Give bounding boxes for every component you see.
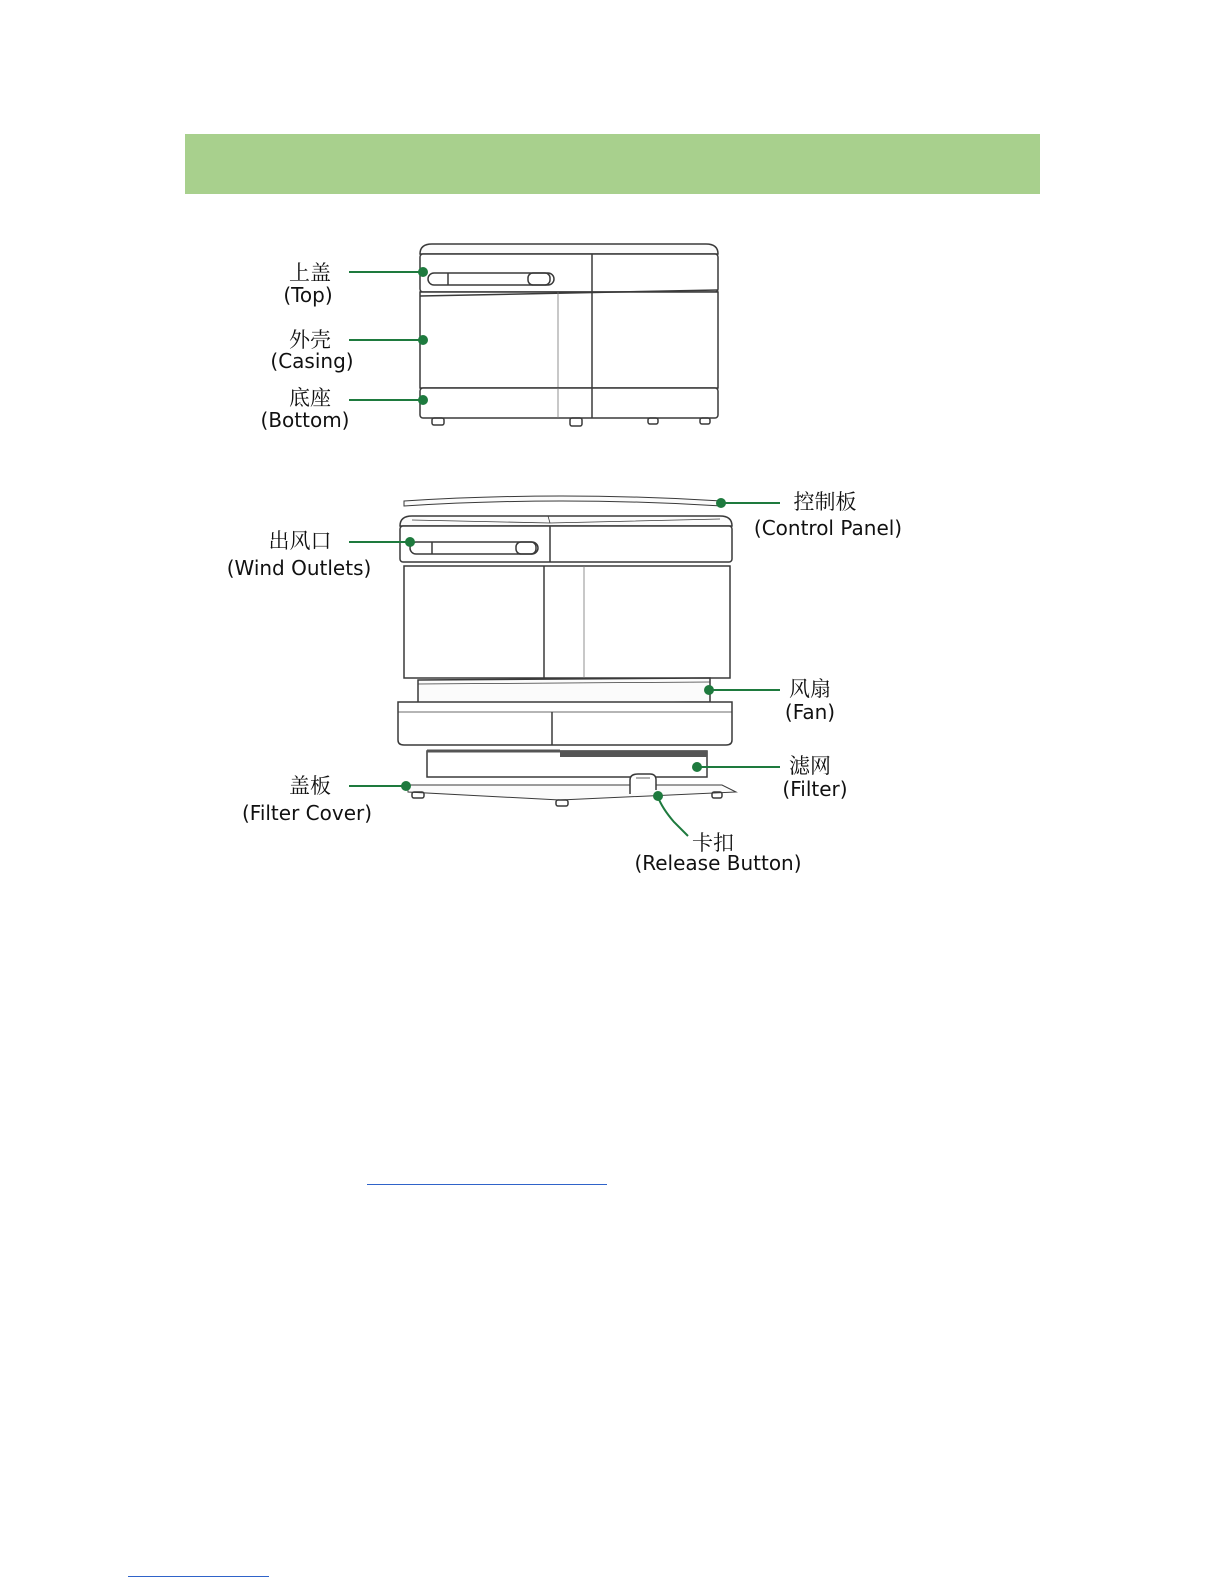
leader-release-button: [653, 791, 688, 836]
label-bottom-zh: 底座: [289, 386, 331, 410]
label-filter-cover-en: (Filter Cover): [241, 801, 373, 825]
label-top-en: (Top): [283, 283, 333, 307]
leader-casing: [349, 335, 428, 345]
footer-hyperlink-underline[interactable]: [128, 1576, 269, 1577]
leader-top: [349, 267, 428, 277]
exploded-view-illustration: [398, 496, 736, 806]
label-release-button-zh: 卡扣: [692, 831, 734, 855]
label-fan-en: (Fan): [784, 700, 836, 724]
hyperlink-underline[interactable]: [367, 1184, 607, 1185]
label-top-zh: 上盖: [289, 261, 331, 285]
leader-control-panel: [716, 498, 780, 508]
leader-bottom: [349, 395, 428, 405]
label-wind-outlets-zh: 出风口: [268, 529, 332, 553]
label-control-panel-en: (Control Panel): [753, 516, 903, 540]
label-bottom-en: (Bottom): [260, 408, 350, 432]
leader-filter-cover: [349, 781, 411, 791]
label-fan-zh: 风扇: [789, 677, 831, 701]
label-filter-zh: 滤网: [789, 754, 831, 778]
assembled-unit-illustration: [420, 244, 718, 426]
label-wind-outlets-en: (Wind Outlets): [226, 556, 372, 580]
label-casing-en: (Casing): [270, 349, 354, 373]
label-filter-cover-zh: 盖板: [289, 774, 331, 798]
label-filter-en: (Filter): [782, 777, 848, 801]
leader-fan: [704, 685, 780, 695]
label-control-panel-zh: 控制板: [793, 490, 857, 514]
label-casing-zh: 外壳: [289, 328, 331, 352]
label-release-button-en: (Release Button): [634, 851, 802, 875]
